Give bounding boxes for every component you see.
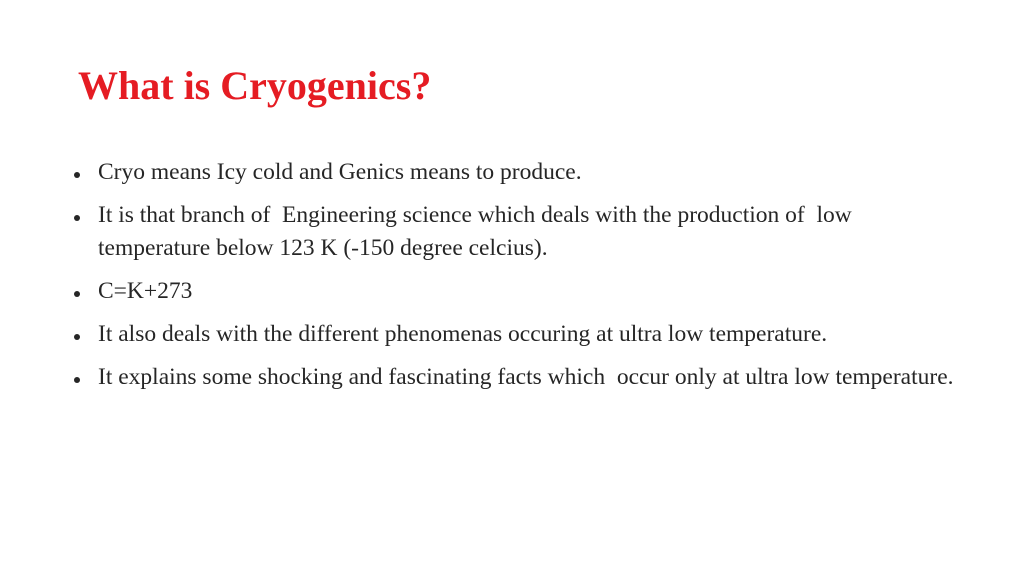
bullet-item-4 — [74, 318, 954, 351]
bullet-list — [74, 156, 954, 404]
bullet-dot-icon — [74, 334, 80, 340]
bullet-text: It explains some shocking and fascinating facts which occur only at ultra low temperature. — [98, 364, 954, 390]
bullet-text: Cryo means Icy cold and Genics means to produce. — [98, 159, 582, 185]
bullet-text: C=K+273 — [98, 278, 193, 304]
bullet-item-2 — [74, 199, 954, 265]
bullet-dot-icon — [74, 215, 80, 221]
bullet-item-3 — [74, 275, 954, 308]
bullet-item-5 — [74, 361, 954, 394]
bullet-item-1 — [74, 156, 954, 189]
bullet-dot-icon — [74, 172, 80, 178]
bullet-dot-icon — [74, 291, 80, 297]
bullet-text: It also deals with the different phenomenas occuring at ultra low temperature. — [98, 321, 828, 347]
bullet-text: It is that branch of Engineering science which deals with the production of low temperature below 123 K (-150 degree celcius). — [98, 202, 858, 261]
slide-title: What is Cryogenics? — [78, 63, 432, 108]
bullet-dot-icon — [74, 377, 80, 383]
